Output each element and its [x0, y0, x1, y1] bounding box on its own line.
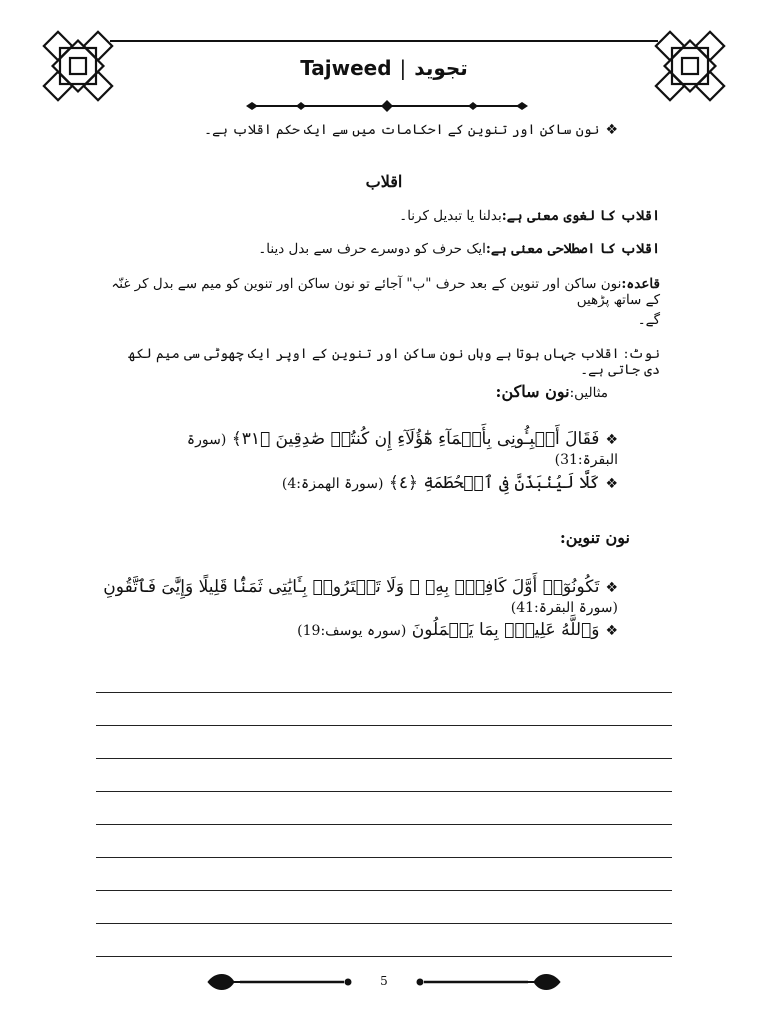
- title-separator: |: [399, 56, 407, 80]
- ayah-reference: (سورہ یوسف:19): [297, 623, 407, 639]
- ayah-text: تَكُونُوٓا۟ أَوَّلَ كَافِرٍۭ بِهِۦ ۖ وَلَا تَشۡتَرُوا۟ بِـَٔايَٰتِى ثَمَنًۢا قَلِيلًا وَإِيَّٰىَ فَٱتَّقُونِ: [103, 577, 600, 597]
- rule-label: قاعدہ:: [621, 276, 660, 292]
- header-rule: [110, 40, 658, 42]
- page-number: 5: [380, 974, 388, 988]
- bullet-icon: ❖: [605, 623, 618, 639]
- writing-line[interactable]: [96, 857, 672, 858]
- definition-label: اقلاب کا لغوی معنٰی ہے:: [501, 208, 660, 224]
- definition-label: اقلاب کا اصطلاحی معنٰی ہے:: [485, 241, 660, 257]
- writing-line[interactable]: [96, 692, 672, 693]
- ayah-reference: (سورۃ الھمزۃ:4): [281, 476, 384, 492]
- example-item: [100, 576, 618, 617]
- ayah-reference: (سورۃ البقرۃ:31): [186, 432, 618, 468]
- divider-ornament-icon: [246, 98, 528, 114]
- title-english: Tajweed: [300, 56, 392, 80]
- page-title: [0, 56, 768, 80]
- ayah-text: كَلَّا لَيُنۢبَذَنَّ فِى ٱلۡحُطَمَةِ ﴿٤﴾: [388, 473, 600, 493]
- writing-line[interactable]: [96, 824, 672, 825]
- writing-line[interactable]: [96, 890, 672, 891]
- note-line: نوٹ: اقلاب جہاں ہوتا ہے وہاں نون ساکن اور تنوین کے اوپر ایک چھوٹی سی میم لکھ دی جاتی ہے۔: [128, 346, 660, 378]
- writing-line[interactable]: [96, 923, 672, 924]
- noon-sakin-heading: نون ساکن:: [495, 382, 570, 401]
- intro-line: [108, 122, 618, 138]
- example-item: [120, 428, 618, 469]
- rule-text: نون ساکن اور تنوین کے بعد حرف "ب" آجائے تو نون ساکن اور تنوین کو میم سے بدل کر غنّہ کے ساتھ پڑھیں: [111, 276, 660, 308]
- writing-line[interactable]: [96, 725, 672, 726]
- definition-text: ایک حرف کو دوسرے حرف سے بدل دینا۔: [258, 241, 486, 257]
- bullet-icon: ❖: [605, 432, 618, 448]
- ayah-text: وَٱللَّهُ عَلِيمٌۢ بِمَا يَعۡمَلُونَ: [411, 620, 600, 640]
- definition-technical: [108, 241, 660, 257]
- title-urdu: تجوید: [414, 56, 468, 80]
- examples-prefix: مثالیں:: [569, 385, 608, 401]
- examples-label: [108, 382, 608, 401]
- section-heading: اقلاب: [365, 172, 403, 191]
- writing-line[interactable]: [96, 758, 672, 759]
- example-item: [120, 620, 618, 640]
- intro-text: نون ساکن اور تنوین کے احکامات میں سے ایک حکم اقلاب ہے۔: [204, 122, 600, 138]
- bullet-icon: ❖: [605, 580, 618, 596]
- writing-line[interactable]: [96, 791, 672, 792]
- rule-line-continued: گے۔: [637, 312, 660, 328]
- example-item: [120, 472, 618, 493]
- bullet-icon: ❖: [605, 122, 618, 138]
- definition-literal: [108, 208, 660, 224]
- definition-text: بدلنا یا تبدیل کرنا۔: [399, 208, 502, 224]
- tanween-heading: نون تنوین:: [559, 528, 630, 547]
- rule-line: [108, 276, 660, 308]
- ayah-text: فَقَالَ أَنۢبِـُٔونِى بِأَسۡمَآءِ هَٰٓؤُلَآءِ إِن كُنتُمۡ صَٰدِقِينَ ﴿٣١﴾: [231, 429, 600, 449]
- bullet-icon: ❖: [605, 476, 618, 492]
- ayah-reference: (سورۃ البقرۃ:41): [510, 600, 618, 616]
- writing-line[interactable]: [96, 956, 672, 957]
